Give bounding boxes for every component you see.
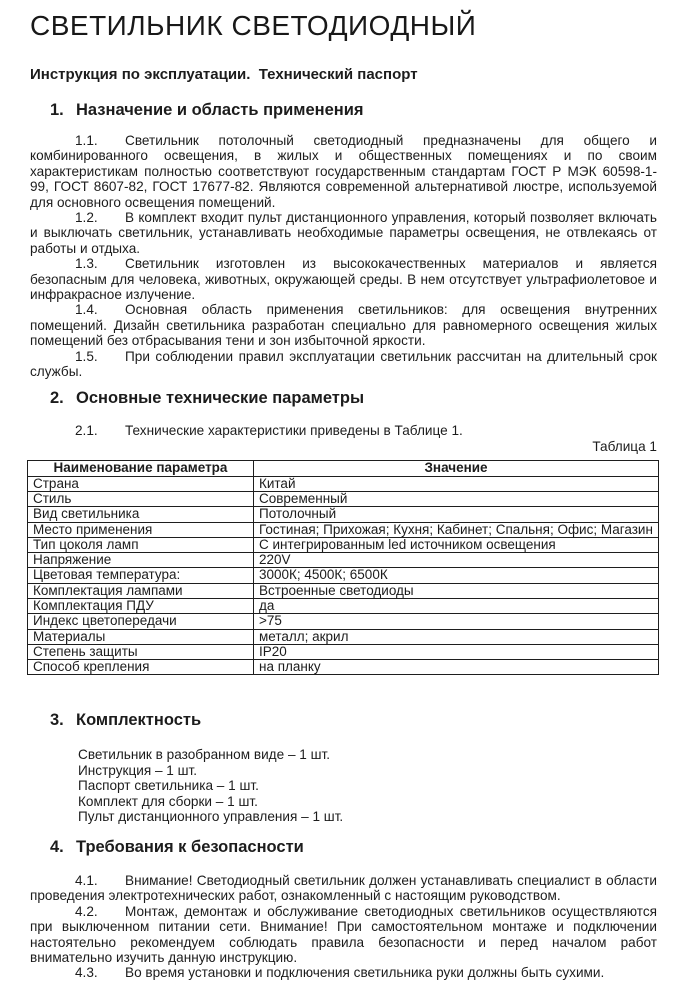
param-cell: Цветовая температура: [28, 568, 254, 583]
kit-item: Светильник в разобранном виде – 1 шт. [78, 747, 331, 763]
table-header-row [28, 461, 659, 476]
value-cell: >75 [254, 614, 659, 629]
table-row [28, 553, 659, 568]
kit-item: Комплект для сборки – 1 шт. [78, 793, 258, 809]
paragraph-text: Светильник изготовлен из высококачественных материалов и является безопасным для человека, животных, окружающей среды. В нем отсутствует ультрафиолетовое и инфракрасное излучение. [30, 256, 657, 303]
paragraph-number: 1.1. [75, 133, 98, 148]
paragraph-number: 2.1. [75, 422, 98, 438]
table-row [28, 507, 659, 522]
paragraph-number: 4.2. [75, 903, 98, 919]
table-header-value: Значение [254, 461, 659, 476]
table-row [28, 476, 659, 491]
table-row [28, 614, 659, 629]
section-1-heading [30, 101, 657, 120]
section-1-title: Назначение и область применения [76, 101, 364, 119]
paragraph-1-2 [30, 210, 657, 256]
paragraph-2-1 [30, 423, 657, 438]
value-cell: С интегрированным led источником освещения [254, 537, 659, 552]
value-cell: Гостиная; Прихожая; Кухня; Кабинет; Спальня; Офис; Магазин [254, 522, 659, 537]
paragraph-number: 1.3. [75, 256, 98, 272]
paragraph-text: В комплект входит пульт дистанционного управления, который позволяет включать и выключать светильник, устанавливать необходимые параметры освещения, не отвлекаясь от работы и отдыха. [30, 210, 657, 256]
section-2-title: Основные технические параметры [76, 388, 365, 407]
paragraph-4-3 [30, 965, 657, 980]
section-4-number: 4. [50, 837, 64, 856]
paragraph-1-4 [30, 302, 657, 348]
value-cell: 3000К; 4500К; 6500К [254, 568, 659, 583]
paragraph-number: 4.3. [75, 965, 98, 981]
section-4-body [30, 873, 657, 981]
page-title: СВЕТИЛЬНИК СВЕТОДИОДНЫЙ [30, 10, 477, 41]
table-row [28, 660, 659, 675]
param-cell: Стиль [28, 491, 254, 506]
param-cell: Индекс цветопередачи [28, 614, 254, 629]
param-cell: Напряжение [28, 553, 254, 568]
table-row [28, 583, 659, 598]
param-cell: Комплектация ПДУ [28, 598, 254, 613]
paragraph-4-2 [30, 904, 657, 966]
table-caption: Таблица 1 [592, 438, 657, 454]
table-header-parameter: Наименование параметра [28, 461, 254, 476]
section-3-title: Комплектность [76, 711, 202, 730]
table-row [28, 522, 659, 537]
param-cell: Степень защиты [28, 644, 254, 659]
value-cell: на планку [254, 660, 659, 675]
value-cell: Современный [254, 491, 659, 506]
paragraph-1-1 [30, 133, 657, 210]
table-row [28, 644, 659, 659]
section-2-body [30, 423, 657, 438]
spec-table [27, 460, 659, 675]
section-1-body [30, 133, 657, 380]
paragraph-text: Основная область применения светильников: для освещения внутренних помещений. Дизайн светильника разработан специально для равномерного освещения жилых помещений без отбрасывания тени и зон избыточной яркости. [30, 302, 657, 349]
kit-item: Инструкция – 1 шт. [78, 762, 198, 778]
kit-contents-list [78, 747, 657, 825]
param-cell: Вид светильника [28, 507, 254, 522]
paragraph-text: Монтаж, демонтаж и обслуживание светодиодных светильников осуществляются при выключенном питании сети. Внимание! При самостоятельном монтаже и подключении настоятельно рекомендуем соблюдать правила безопасности и перед началом работ внимательно изучить данную инструкцию. [30, 903, 657, 965]
value-cell: 220V [254, 553, 659, 568]
paragraph-text: Технические характеристики приведены в Таблице 1. [125, 422, 463, 438]
value-cell: да [254, 598, 659, 613]
param-cell: Место применения [28, 522, 254, 537]
value-cell: Встроенные светодиоды [254, 583, 659, 598]
table-row [28, 568, 659, 583]
paragraph-number: 1.2. [75, 210, 98, 226]
paragraph-text: Внимание! Светодиодный светильник должен устанавливать специалист в области проведения электротехнических работ, ознакомленный с настоящим руководством. [30, 872, 657, 904]
section-1-number: 1. [50, 101, 64, 119]
table-row [28, 491, 659, 506]
paragraph-1-3 [30, 256, 657, 302]
paragraph-4-1 [30, 873, 657, 904]
paragraph-number: 4.1. [75, 872, 98, 888]
param-cell: Комплектация лампами [28, 583, 254, 598]
paragraph-number: 1.4. [75, 302, 98, 318]
param-cell: Способ крепления [28, 660, 254, 675]
section-3-heading [30, 711, 657, 730]
section-2-heading [30, 389, 657, 408]
section-3-number: 3. [50, 711, 64, 730]
table-row [28, 537, 659, 552]
paragraph-text: Светильник потолочный светодиодный предназначены для общего и комбинированного освещения, в жилых и общественных помещениях и по своим характеристикам полностью соответствуют государственным стандартам ГОСТ Р МЭК 60598-1-99, ГОСТ 8607-82, ГОСТ 17677-82. Являются современной альтернативой люстре, используемой для основного освещения помещений. [30, 133, 657, 210]
value-cell: Потолочный [254, 507, 659, 522]
paragraph-1-5 [30, 349, 657, 380]
value-cell: металл; акрил [254, 629, 659, 644]
param-cell: Тип цоколя ламп [28, 537, 254, 552]
section-2-number: 2. [50, 388, 64, 407]
kit-item: Пульт дистанционного управления – 1 шт. [78, 809, 344, 825]
param-cell: Страна [28, 476, 254, 491]
doc-subtitle: Инструкция по эксплуатации. Технический паспорт [30, 66, 418, 83]
paragraph-text: При соблюдении правил эксплуатации светильник рассчитан на длительный срок службы. [30, 348, 657, 380]
value-cell: IP20 [254, 644, 659, 659]
table-row [28, 598, 659, 613]
section-4-heading [30, 838, 657, 857]
section-4-title: Требования к безопасности [76, 837, 304, 856]
table-row [28, 629, 659, 644]
param-cell: Материалы [28, 629, 254, 644]
paragraph-number: 1.5. [75, 348, 98, 364]
value-cell: Китай [254, 476, 659, 491]
kit-item: Паспорт светильника – 1 шт. [78, 778, 259, 794]
paragraph-text: Во время установки и подключения светильника руки должны быть сухими. [125, 965, 605, 981]
